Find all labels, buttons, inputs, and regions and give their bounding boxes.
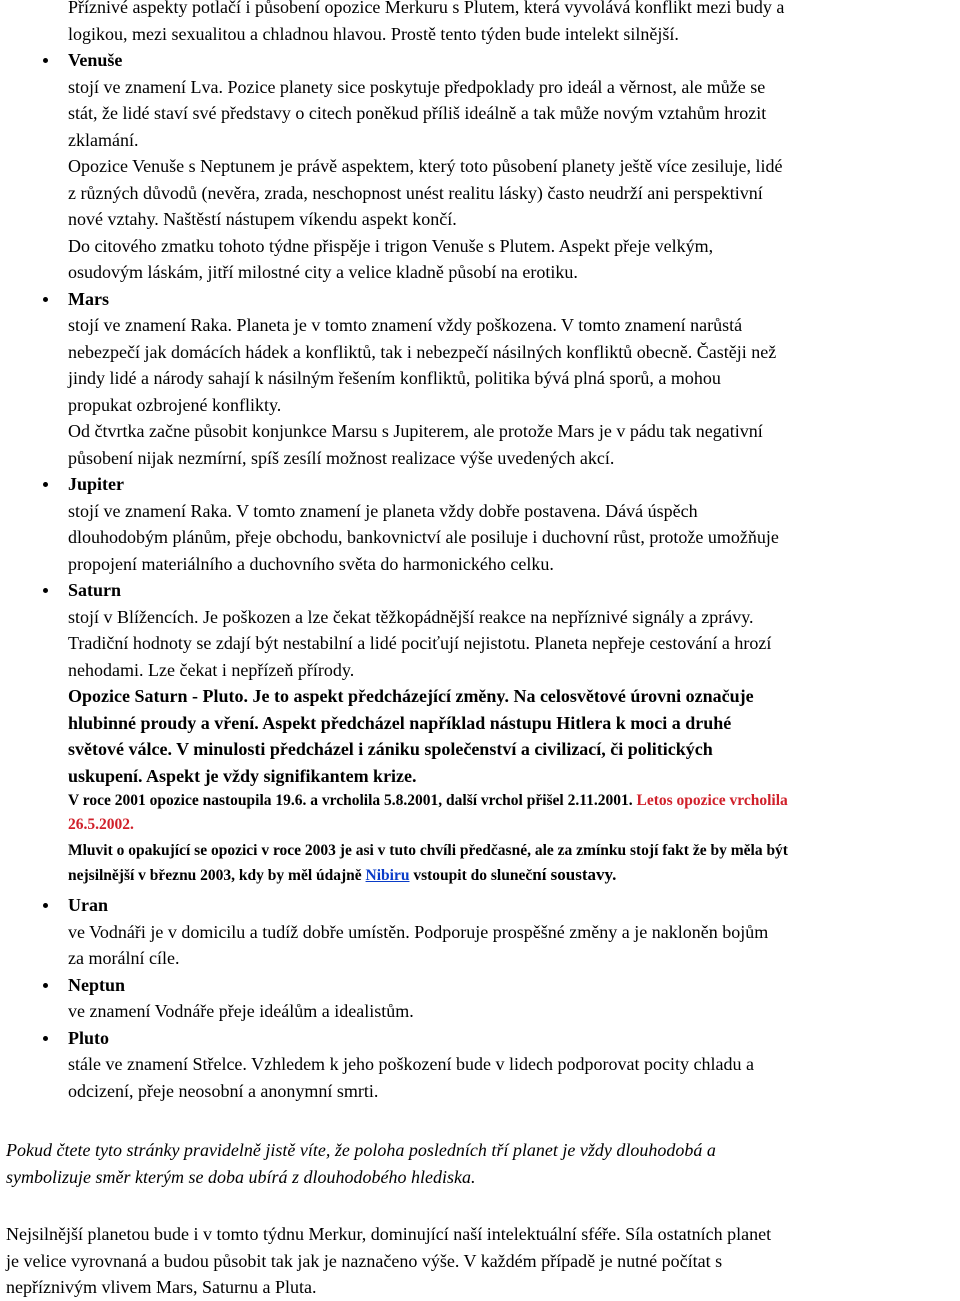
text-line: stále ve znamení Střelce. Vzhledem k jeho poškození bude v lidech podporovat pocity chladu a	[68, 1054, 754, 1074]
bold-text-line: světové válce. V minulosti předcházel i zániku společenství a civilizací, či politických	[68, 739, 713, 759]
italic-note	[6, 1137, 956, 1190]
list-item-pluto	[68, 1025, 956, 1105]
planet-list	[68, 0, 956, 1104]
planet-heading: Venuše	[68, 50, 123, 70]
text-line: stojí ve znamení Lva. Pozice planety sice poskytuje předpoklady pro ideál a věrnost, ale může se	[68, 76, 766, 97]
text-line: Příznivé aspekty potlačí i působení opozice Merkuru s Plutem, která vyvolává konflikt mezi budy a	[68, 0, 785, 17]
summary-line: nepříznivým vlivem Mars, Saturnu a Pluta.	[6, 1277, 317, 1297]
text-line: ve Vodnáři je v domicilu a tudíž dobře umístěn. Podporuje prospěšné změny a je nakloněn bojům	[68, 921, 769, 942]
text-line: z různých důvodů (nevěra, zrada, neschopnost unést realitu lásky) často neudrží ani perspektivní	[68, 182, 763, 203]
bullet-icon	[43, 482, 48, 487]
bullet-icon	[43, 588, 48, 593]
planet-heading: Uran	[68, 895, 108, 915]
text-line: logikou, mezi sexualitou a chladnou hlavou. Prostě tento týden bude intelekt silnější.	[68, 23, 679, 44]
list-item-mars	[68, 286, 956, 472]
text-line: nehodami. Lze čekat i nepřízeň přírody.	[68, 659, 355, 680]
note-text: vstoupit do sluneč	[409, 867, 533, 884]
planet-heading: Neptun	[68, 974, 126, 995]
text-line: propukat ozbrojené konflikty.	[68, 394, 282, 415]
bullet-icon	[43, 903, 48, 908]
dates-paragraph	[68, 789, 956, 837]
text-line: Do citového zmatku tohoto týdne přispěje i trigon Venuše s Plutem. Aspekt přeje velkým,	[68, 235, 714, 256]
summary-line: Nejsilnější planetou bude i v tomto týdnu Merkur, dominující naší intelektuální sféře. Síla ostatních planet	[6, 1224, 772, 1244]
bullet-icon	[43, 297, 48, 302]
text-line: stojí ve znamení Raka. Planeta je v tomto znamení vždy poškozena. V tomto znamení narůstá	[68, 315, 743, 335]
list-item-jupiter	[68, 471, 956, 577]
list-item-uran	[68, 892, 956, 972]
italic-line: Pokud čtete tyto stránky pravidelně jistě víte, že poloha posledních tří planet je vždy dlouhodobá a	[6, 1140, 716, 1160]
list-item-neptun	[68, 972, 956, 1025]
nibiru-link[interactable]: Nibiru	[365, 867, 410, 884]
text-line: Opozice Venuše s Neptunem je právě aspektem, který toto působení planety ještě více zesiluje, lidé	[68, 156, 783, 176]
text-line: ve znamení Vodnáře přeje ideálům a idealistům.	[68, 1001, 414, 1021]
list-item-venuse	[68, 47, 956, 286]
bold-text-line: uskupení. Aspekt je vždy signifikantem krize.	[68, 765, 417, 786]
text-line: jindy lidé a národy sahají k násilným řešením konfliktů, politika bývá plná sporů, a mohou	[68, 368, 721, 388]
text-line: odcizení, přeje neosobní a anonymní smrti.	[68, 1080, 379, 1101]
bullet-icon	[43, 58, 48, 63]
bullet-icon	[43, 1036, 48, 1041]
text-line: Tradiční hodnoty se zdají být nestabilní a lidé pociťují nejistotu. Planeta nepřeje cestování a hrozí	[68, 633, 772, 653]
bullet-icon	[43, 983, 48, 988]
text-line: propojení materiálního a duchovního světa do harmonického celku.	[68, 553, 554, 574]
list-item-saturn	[68, 577, 956, 888]
text-line: za morální cíle.	[68, 948, 180, 968]
text-line: osudovým láskám, jitří milostné city a velice kladně působí na erotiku.	[68, 262, 578, 282]
note-text: ní soustavy.	[532, 865, 617, 884]
summary-paragraph	[6, 1221, 956, 1301]
merkur-section-tail	[68, 0, 956, 47]
dates-highlight: Letos opozice vrcholila	[632, 792, 788, 809]
dates-highlight-date: 26.5.2002.	[68, 816, 134, 833]
text-line: Od čtvrtka začne působit konjunkce Marsu s Jupiterem, ale protože Mars je v pádu tak negativní	[68, 421, 763, 441]
text-line: zklamání.	[68, 129, 139, 150]
text-line: stát, že lidé staví své představy o citech poněkud příliš ideálně a tak může novým vztahům hrozit	[68, 103, 767, 123]
note-paragraph	[68, 839, 956, 888]
bold-text-line: Opozice Saturn - Pluto. Je to aspekt předcházející změny. Na celosvětové úrovni označuje	[68, 686, 754, 706]
planet-heading: Mars	[68, 288, 109, 309]
text-line: stojí ve znamení Raka. V tomto znamení je planeta vždy dobře postavena. Dává úspěch	[68, 500, 698, 521]
text-line: nebezpečí jak domácích hádek a konfliktů, tak i nebezpečí násilných konfliktů obecně. Častěji než	[68, 341, 777, 362]
planet-heading: Pluto	[68, 1027, 110, 1048]
planet-heading: Saturn	[68, 580, 122, 600]
text-line: nové vztahy. Naštěstí nástupem víkendu aspekt končí.	[68, 209, 457, 229]
bold-text-line: hlubinné proudy a vření. Aspekt předcházel například nástupu Hitlera k moci a druhé	[68, 712, 732, 733]
italic-line: symbolizuje směr kterým se doba ubírá z dlouhodobého hlediska.	[6, 1166, 476, 1187]
dates-text: V roce 2001 opozice nastoupila 19.6. a vrcholila 5.8.2001, další vrchol přišel 2.11.2001.	[68, 792, 633, 809]
planet-heading: Jupiter	[68, 474, 124, 494]
text-line: dlouhodobým plánům, přeje obchodu, bankovnictví ale posiluje i duchovní růst, protože umožňuje	[68, 527, 779, 547]
note-text: Mluvit o opakující se opozici v roce 2003 je asi v tuto chvíli předčasné, ale za zmínku stojí fakt že by měla být	[68, 842, 788, 859]
note-text: nejsilnější v březnu 2003, kdy by měl údajně	[68, 867, 366, 884]
text-line: působení nijak nezmírní, spíš zesílí možnost realizace výše uvedených akcí.	[68, 447, 615, 468]
text-line: stojí v Blížencích. Je poškozen a lze čekat těžkopádnější reakce na nepříznivé signály a zprávy.	[68, 606, 754, 627]
summary-line: je velice vyrovnaná a budou působit tak jak je naznačeno výše. V každém případě je nutné počítat s	[6, 1250, 723, 1271]
